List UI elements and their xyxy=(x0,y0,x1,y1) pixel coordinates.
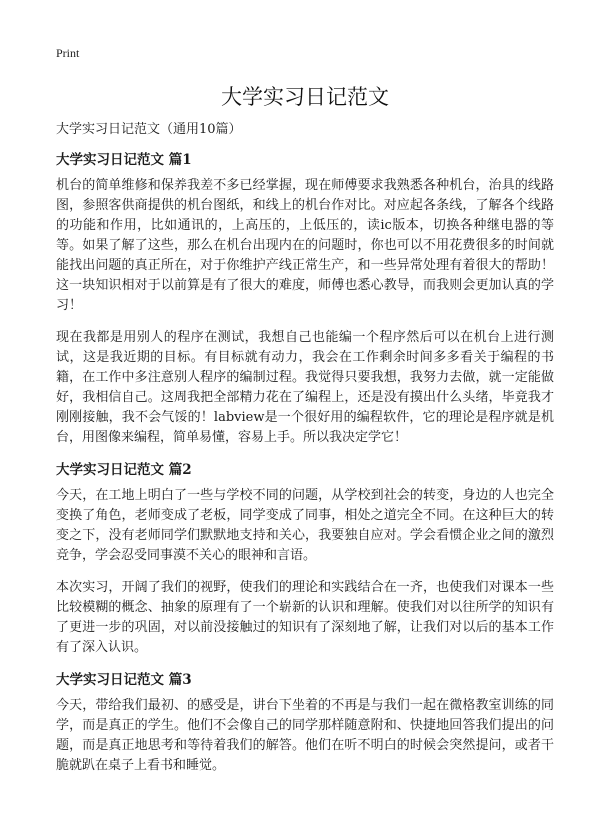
section-heading: 大学实习日记范文 篇1 xyxy=(56,152,192,168)
section-3 xyxy=(56,670,554,776)
section-1 xyxy=(56,150,554,448)
paragraph: 机台的简单维修和保养我差不多已经掌握，现在师傅要求我熟悉各种机台，治具的线路图，参照客供商提供的机台图纸，和线上的机台作对比。对应起各条线，了解各个线路的功能和作用，比如通讯的，上高压的，上低压的，读ic版本，切换各种继电器的等等。如果了解了这些，那么在机台出现内在的问题时，你也可以不用花费很多的时间就能找出问题的真正所在，对于你维护产线正常生产，和一些异常处理有着很大的帮助！这一块知识相对于以前算是有了很大的难度，师傅也悉心教导，而我则会更加认真的学习！ xyxy=(56,178,554,313)
print-link[interactable]: Print xyxy=(56,46,80,60)
paragraph: 现在我都是用别人的程序在测试，我想自己也能编一个程序然后可以在机台上进行测试，这是我近期的目标。有目标就有动力，我会在工作剩余时间多多看关于编程的书籍，在工作中多注意别人程序的编制过程。我觉得只要我想，我努力去做，就一定能做好，我相信自己。这周我把全部精力花在了编程上，还是没有摸出什么头绪，毕竟我才刚刚接触，我不会气馁的！labview是一个很好用的编程软件，它的理论是程序就是机台，用图像来编程，简单易懂，容易上手。所以我决定学它！ xyxy=(56,330,554,445)
section-2 xyxy=(56,460,554,658)
paragraph: 今天，在工地上明白了一些与学校不同的问题，从学校到社会的转变，身边的人也完全变换了角色，老师变成了老板，同学变成了同事，相处之道完全不同。在这种巨大的转变之下，没有老师同学们默默地支持和关心，我要独自应对。学会看惯企业之间的激烈竞争，学会忍受同事漠不关心的眼神和言语。 xyxy=(56,488,554,563)
section-heading: 大学实习日记范文 篇3 xyxy=(56,672,192,688)
document-subtitle: 大学实习日记范文（通用10篇） xyxy=(56,122,242,137)
paragraph: 本次实习，开阔了我们的视野，使我们的理论和实践结合在一齐，也使我们对课本一些比较模糊的概念、抽象的原理有了一个崭新的认识和理解。使我们对以往所学的知识有了更进一步的巩固，对以前没接触过的知识有了深刻地了解，让我们对以后的基本工作有了深入认识。 xyxy=(56,580,554,655)
section-heading: 大学实习日记范文 篇2 xyxy=(56,462,192,478)
paragraph: 今天，带给我们最初、的感受是，讲台下坐着的不再是与我们一起在微格教室训练的同学，而是真正的学生。他们不会像自己的同学那样随意附和、快捷地回答我们提出的问题，而是真正地思考和等待着我们的解答。他们在听不明白的时候会突然提问，或者干脆就趴在桌子上看书和睡觉。 xyxy=(56,698,554,773)
page-title: 大学实习日记范文 xyxy=(221,85,389,109)
